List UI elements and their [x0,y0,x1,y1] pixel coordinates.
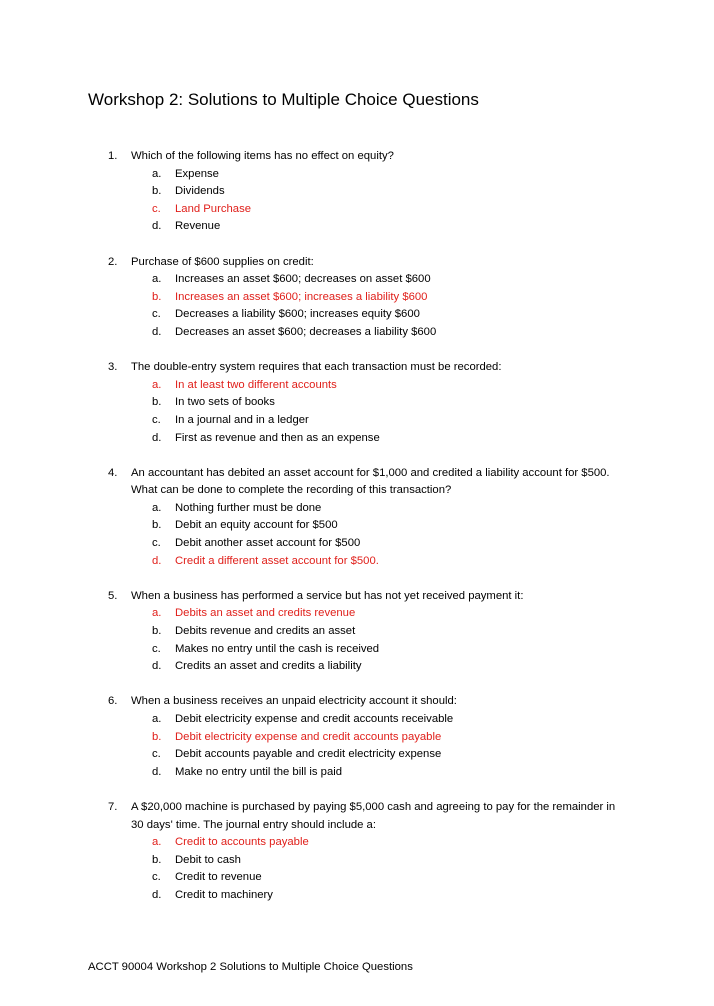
option-letter: b. [152,396,162,409]
option-text: Debit to cash [175,853,241,866]
answer-option [0,764,714,782]
option-text: Land Purchase [175,202,251,215]
question-1 [0,148,714,236]
option-letter: d. [152,220,162,233]
question-text: An accountant has debited an asset account for $1,000 and credited a liability account for $500. What can be done to complete the recording of this transaction? [131,466,610,497]
answer-option [0,500,714,518]
option-text: Dividends [175,185,225,198]
question-2 [0,254,714,342]
option-letter: d. [152,765,162,778]
answer-option [0,166,714,184]
answer-option-correct [0,289,714,307]
question-number: 7. [108,800,118,813]
question-stem [0,359,714,377]
answer-option [0,641,714,659]
answer-option [0,887,714,905]
option-text: In a journal and in a ledger [175,413,309,426]
question-stem [0,465,714,500]
question-number: 3. [108,361,118,374]
question-number: 2. [108,255,118,268]
answer-option-correct [0,729,714,747]
answer-option [0,430,714,448]
option-text: First as revenue and then as an expense [175,431,380,444]
option-text: Credit to revenue [175,871,262,884]
option-text: Revenue [175,220,221,233]
question-stem [0,588,714,606]
option-letter: c. [152,871,161,884]
option-letter: d. [152,325,162,338]
option-letter: d. [152,554,162,567]
option-text: Makes no entry until the cash is received [175,642,380,655]
option-letter: b. [152,730,162,743]
question-4 [0,465,714,571]
option-text: Increases an asset $600; increases a liability $600 [175,290,428,303]
page-footer: ACCT 90004 Workshop 2 Solutions to Multiple Choice Questions [88,961,413,973]
answer-option [0,412,714,430]
question-stem [0,693,714,711]
answer-option [0,623,714,641]
answer-option [0,306,714,324]
option-text: Debit electricity expense and credit accounts receivable [175,713,454,725]
question-text: Which of the following items has no effect on equity? [131,150,394,162]
option-text: Credit to accounts payable [175,836,309,849]
option-text: Debit accounts payable and credit electricity expense [175,748,442,761]
option-letter: d. [152,888,162,901]
answer-option-correct [0,377,714,395]
option-text: Increases an asset $600; decreases on asset $600 [175,273,431,286]
option-letter: c. [152,308,161,321]
question-5 [0,588,714,676]
option-text: Decreases an asset $600; decreases a liability $600 [175,325,437,338]
question-number: 1. [108,150,118,162]
option-text: In two sets of books [175,396,275,409]
answer-option [0,746,714,764]
question-number: 6. [108,695,118,708]
option-letter: b. [152,185,162,198]
answer-option [0,852,714,870]
question-text: When a business receives an unpaid electricity account it should: [131,695,457,708]
answer-option [0,394,714,412]
answer-option-correct [0,553,714,571]
answer-option-correct [0,201,714,219]
answer-option [0,658,714,676]
option-text: Debit electricity expense and credit accounts payable [175,730,442,743]
answer-option-correct [0,605,714,623]
option-text: Debit another asset account for $500 [175,537,361,550]
question-stem [0,799,714,834]
option-letter: b. [152,853,162,866]
answer-option [0,218,714,236]
question-3 [0,359,714,447]
question-text: Purchase of $600 supplies on credit: [131,255,314,268]
option-letter: c. [152,413,161,426]
page-title: Workshop 2: Solutions to Multiple Choice Questions [88,90,479,109]
option-text: Credit a different asset account for $500. [175,554,379,567]
option-text: Debits revenue and credits an asset [175,625,356,638]
option-text: Decreases a liability $600; increases equity $600 [175,308,420,321]
option-text: Debits an asset and credits revenue [175,607,356,620]
answer-option [0,711,714,729]
option-text: Expense [175,167,219,180]
answer-option-correct [0,834,714,852]
question-number: 4. [108,466,118,479]
option-letter: a. [152,167,162,180]
option-text: Credit to machinery [175,888,273,901]
option-text: Nothing further must be done [175,501,322,514]
option-letter: c. [152,537,161,550]
option-letter: a. [152,501,162,514]
question-stem [0,254,714,272]
option-letter: a. [152,836,162,849]
option-text: Credits an asset and credits a liability [175,660,362,673]
option-text: In at least two different accounts [175,378,337,391]
option-letter: c. [152,748,161,761]
answer-option [0,869,714,887]
option-letter: b. [152,625,162,638]
answer-option [0,535,714,553]
option-letter: a. [152,607,162,620]
question-text: When a business has performed a service but has not yet received payment it: [131,589,524,602]
question-6 [0,693,714,781]
option-letter: d. [152,431,162,444]
answer-option [0,271,714,289]
option-text: Debit an equity account for $500 [175,519,338,532]
option-letter: a. [152,273,162,286]
option-letter: a. [152,713,162,725]
option-letter: b. [152,519,162,532]
option-text: Make no entry until the bill is paid [175,765,343,778]
answer-option [0,517,714,535]
option-letter: b. [152,290,162,303]
answer-option [0,324,714,342]
question-stem [0,148,714,166]
option-letter: d. [152,660,162,673]
option-letter: a. [152,378,162,391]
question-text: The double-entry system requires that each transaction must be recorded: [131,361,502,374]
option-letter: c. [152,642,161,655]
question-list [0,148,714,922]
question-7 [0,799,714,905]
question-number: 5. [108,589,118,602]
option-letter: c. [152,202,161,215]
answer-option [0,183,714,201]
question-text: A $20,000 machine is purchased by paying $5,000 cash and agreeing to pay for the remainder in 30 days' time. The journal entry should include a: [131,800,616,831]
